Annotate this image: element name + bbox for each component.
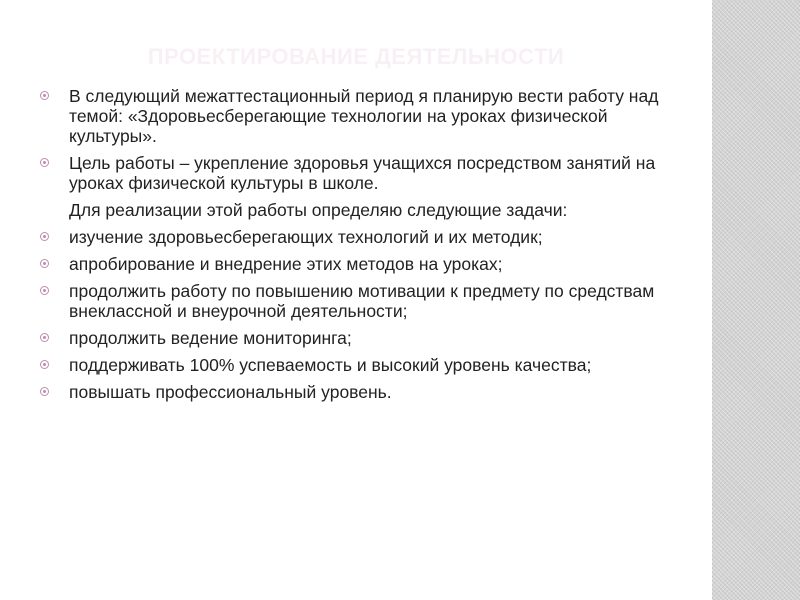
list-item-text: поддерживать 100% успеваемость и высокий уровень качества; [69,355,592,375]
circle-dot-bullet-icon [40,387,49,396]
list-item-text: апробирование и внедрение этих методов на уроках; [69,254,503,274]
list-item-text: повышать профессиональный уровень. [69,382,392,402]
decorative-side-panel [712,0,800,600]
slide-title: ПРОЕКТИРОВАНИЕ ДЕЯТЕЛЬНОСТИ [147,44,565,69]
list-item-text: Цель работы – укрепление здоровья учащихся посредством занятий на уроках физической культуры в школе. [69,153,656,193]
circle-dot-bullet-icon [40,232,49,241]
circle-dot-bullet-icon [40,286,49,295]
list-item-text: В следующий межаттестационный период я планирую вести работу над темой: «Здоровьесберегающие технологии на уроках физической культуры». [69,86,659,146]
list-item-text: продолжить ведение мониторинга; [69,328,352,348]
circle-dot-bullet-icon [40,91,49,100]
list-item [40,254,680,274]
list-item [40,153,680,193]
list-item-text: продолжить работу по повышению мотивации к предмету по средствам внеклассной и внеурочной деятельности; [69,281,655,321]
list-item-no-bullet [40,200,680,220]
list-item [40,227,680,247]
circle-dot-bullet-icon [40,158,49,167]
circle-dot-bullet-icon [40,259,49,268]
list-item [40,86,680,146]
circle-dot-bullet-icon [40,360,49,369]
list-item [40,281,680,321]
circle-dot-bullet-icon [40,333,49,342]
list-item [40,328,680,348]
bullet-list [40,86,680,409]
list-item [40,382,680,402]
list-item-text: изучение здоровьесберегающих технологий и их методик; [69,227,543,247]
list-item-text: Для реализации этой работы определяю следующие задачи: [69,200,568,220]
list-item [40,355,680,375]
